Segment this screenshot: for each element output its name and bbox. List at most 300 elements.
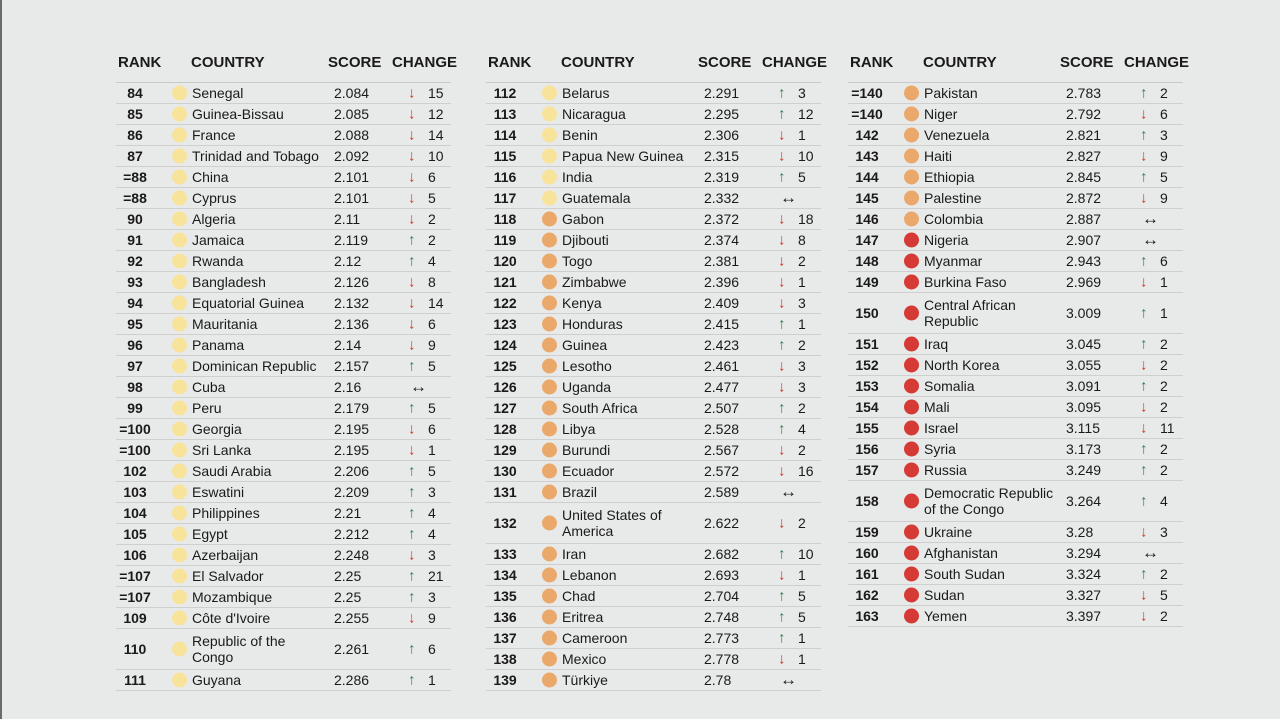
country-cell: Ecuador <box>562 463 615 479</box>
arrow-up-icon: ↑ <box>1140 126 1148 144</box>
table-row <box>116 209 451 230</box>
rank-cell: =88 <box>123 190 147 206</box>
table-row <box>116 146 451 167</box>
peace-level-dot-icon <box>542 254 557 269</box>
change-amount: 6 <box>1160 106 1168 122</box>
arrow-up-icon: ↑ <box>1140 252 1148 270</box>
arrow-up-icon: ↑ <box>408 567 416 585</box>
change-header: CHANGE <box>762 54 828 71</box>
peace-level-dot-icon <box>542 568 557 583</box>
table-row <box>116 83 451 104</box>
peace-level-dot-icon <box>172 673 187 688</box>
table-row <box>116 251 451 272</box>
change-amount: 14 <box>428 295 444 311</box>
change-amount: 5 <box>428 463 436 479</box>
peace-level-dot-icon <box>172 317 187 332</box>
peace-level-dot-icon <box>172 338 187 353</box>
change-amount: 9 <box>428 337 436 353</box>
score-cell: 2.101 <box>334 190 370 206</box>
score-cell: 2.943 <box>1066 253 1102 269</box>
table-row <box>486 565 821 586</box>
table-row <box>486 230 821 251</box>
country-cell: Georgia <box>192 421 242 437</box>
score-cell: 2.821 <box>1066 127 1102 143</box>
change-amount: 2 <box>1160 336 1168 352</box>
table-row <box>116 524 451 545</box>
country-cell: Ethiopia <box>924 169 975 185</box>
country-cell: Somalia <box>924 378 975 394</box>
rank-cell: 120 <box>493 253 517 269</box>
peace-level-dot-icon <box>172 464 187 479</box>
table-row <box>848 564 1183 585</box>
change-amount: 1 <box>798 567 806 583</box>
table-row <box>116 377 451 398</box>
peace-level-dot-icon <box>904 546 919 561</box>
score-cell: 2.748 <box>704 609 740 625</box>
arrow-up-icon: ↑ <box>408 231 416 249</box>
arrow-down-icon: ↓ <box>408 126 416 144</box>
change-amount: 3 <box>1160 127 1168 143</box>
change-amount: 1 <box>798 651 806 667</box>
table-row <box>486 503 821 544</box>
table-row <box>486 356 821 377</box>
change-amount: 21 <box>428 568 444 584</box>
change-amount: 1 <box>428 672 436 688</box>
change-amount: 2 <box>1160 608 1168 624</box>
arrow-down-icon: ↓ <box>408 168 416 186</box>
peace-level-dot-icon <box>542 443 557 458</box>
country-cell: Sri Lanka <box>192 442 252 458</box>
rank-cell: 84 <box>127 85 143 101</box>
change-amount: 8 <box>798 232 806 248</box>
rank-cell: 144 <box>855 169 879 185</box>
change-amount: 2 <box>1160 399 1168 415</box>
country-cell: Bangladesh <box>192 274 266 290</box>
arrow-up-icon: ↑ <box>408 671 416 689</box>
peace-level-dot-icon <box>904 442 919 457</box>
peace-level-dot-icon <box>172 642 187 657</box>
table-row <box>116 629 451 670</box>
arrow-down-icon: ↓ <box>778 210 786 228</box>
peace-level-dot-icon <box>172 422 187 437</box>
change-amount: 3 <box>798 295 806 311</box>
arrow-down-icon: ↓ <box>778 252 786 270</box>
country-cell: Yemen <box>924 608 968 624</box>
ranking-column-2 <box>486 48 828 691</box>
change-amount: 2 <box>1160 462 1168 478</box>
country-cell: France <box>192 127 236 143</box>
table-row <box>848 418 1183 439</box>
peace-level-dot-icon <box>172 401 187 416</box>
arrow-down-icon: ↓ <box>1140 356 1148 374</box>
peace-level-dot-icon <box>172 212 187 227</box>
country-cell: Uganda <box>562 379 612 395</box>
arrow-down-icon: ↓ <box>408 546 416 564</box>
rank-cell: 122 <box>493 295 517 311</box>
change-amount: 11 <box>1160 420 1175 436</box>
score-cell: 2.209 <box>334 484 370 500</box>
table-row <box>116 440 451 461</box>
table-row <box>486 649 821 670</box>
peace-level-dot-icon <box>542 589 557 604</box>
country-cell: Niger <box>924 106 958 122</box>
peace-level-dot-icon <box>904 494 919 509</box>
arrow-down-icon: ↓ <box>1140 586 1148 604</box>
arrow-up-icon: ↑ <box>408 504 416 522</box>
country-cell: Gabon <box>562 211 605 227</box>
rank-header: RANK <box>118 54 162 71</box>
country-cell: South Sudan <box>924 566 1005 582</box>
arrow-up-icon: ↑ <box>1140 461 1148 479</box>
arrow-down-icon: ↓ <box>778 462 786 480</box>
arrow-down-icon: ↓ <box>408 84 416 102</box>
table-row <box>116 314 451 335</box>
rank-cell: 127 <box>493 400 517 416</box>
table-row <box>116 545 451 566</box>
rank-cell: 139 <box>493 672 517 688</box>
table-row <box>116 482 451 503</box>
table-row <box>486 83 821 104</box>
country-cell: North Korea <box>924 357 1000 373</box>
arrow-up-icon: ↑ <box>778 168 786 186</box>
change-amount: 9 <box>428 610 436 626</box>
peace-level-dot-icon <box>542 338 557 353</box>
rank-cell: 149 <box>855 274 879 290</box>
rank-cell: 124 <box>493 337 517 353</box>
table-row <box>848 606 1183 627</box>
table-row <box>116 608 451 629</box>
country-cell: Guinea <box>562 337 608 353</box>
score-cell: 2.461 <box>704 358 740 374</box>
change-amount: 15 <box>428 85 444 101</box>
change-header: CHANGE <box>392 54 458 71</box>
score-cell: 3.095 <box>1066 399 1102 415</box>
country-cell: Cyprus <box>192 190 237 206</box>
country-cell: Lesotho <box>562 358 612 374</box>
country-cell: Republic of the Congo <box>192 633 286 665</box>
arrow-up-icon: ↑ <box>408 462 416 480</box>
country-cell: India <box>562 169 593 185</box>
country-cell: Togo <box>562 253 593 269</box>
score-cell: 2.248 <box>334 547 370 563</box>
table-row <box>486 398 821 419</box>
change-amount: 5 <box>798 588 806 604</box>
score-cell: 2.088 <box>334 127 370 143</box>
change-amount: 6 <box>1160 253 1168 269</box>
country-cell: Haiti <box>924 148 953 164</box>
change-amount: 5 <box>428 358 436 374</box>
rank-cell: 160 <box>855 545 879 561</box>
table-row <box>848 543 1183 564</box>
change-amount: 2 <box>428 211 436 227</box>
peace-level-dot-icon <box>542 485 557 500</box>
change-amount: 2 <box>1160 441 1168 457</box>
peace-level-dot-icon <box>172 359 187 374</box>
arrow-up-icon: ↑ <box>408 588 416 606</box>
change-amount: 1 <box>1160 305 1168 321</box>
country-cell: Iran <box>562 546 587 562</box>
change-amount: 9 <box>1160 190 1168 206</box>
arrow-up-icon: ↑ <box>778 105 786 123</box>
peace-level-dot-icon <box>172 443 187 458</box>
rank-cell: 163 <box>855 608 879 624</box>
country-cell: Burundi <box>562 442 611 458</box>
rank-cell: =140 <box>851 85 883 101</box>
change-amount: 14 <box>428 127 444 143</box>
table-row <box>486 314 821 335</box>
peace-level-dot-icon <box>542 610 557 625</box>
table-row <box>116 587 451 608</box>
score-cell: 2.409 <box>704 295 740 311</box>
no-change-icon: ↔ <box>780 188 797 207</box>
arrow-up-icon: ↑ <box>1140 335 1148 353</box>
score-cell: 2.423 <box>704 337 740 353</box>
arrow-up-icon: ↑ <box>408 357 416 375</box>
score-cell: 3.115 <box>1066 420 1100 436</box>
change-amount: 2 <box>798 253 806 269</box>
peace-level-dot-icon <box>542 422 557 437</box>
peace-level-dot-icon <box>172 548 187 563</box>
rank-cell: 118 <box>493 211 517 227</box>
change-amount: 1 <box>428 442 436 458</box>
country-cell: Rwanda <box>192 253 244 269</box>
score-cell: 3.324 <box>1066 566 1102 582</box>
country-cell: Eritrea <box>562 609 604 625</box>
score-cell: 3.091 <box>1066 378 1102 394</box>
peace-level-dot-icon <box>542 673 557 688</box>
country-cell: Chad <box>562 588 596 604</box>
change-amount: 6 <box>428 641 436 657</box>
arrow-up-icon: ↑ <box>778 84 786 102</box>
score-cell: 2.21 <box>334 505 362 521</box>
peace-level-dot-icon <box>172 611 187 626</box>
arrow-up-icon: ↑ <box>1140 304 1148 322</box>
change-amount: 3 <box>428 547 436 563</box>
score-cell: 3.327 <box>1066 587 1102 603</box>
score-cell: 2.773 <box>704 630 740 646</box>
score-cell: 2.682 <box>704 546 740 562</box>
rank-cell: 143 <box>855 148 879 164</box>
peace-level-dot-icon <box>904 212 919 227</box>
country-cell: Dominican Republic <box>192 358 317 374</box>
score-cell: 2.319 <box>704 169 740 185</box>
table-row <box>116 461 451 482</box>
arrow-down-icon: ↓ <box>408 420 416 438</box>
table-row <box>116 566 451 587</box>
table-row <box>116 230 451 251</box>
rank-cell: =107 <box>119 589 151 605</box>
table-row <box>486 628 821 649</box>
change-amount: 3 <box>798 85 806 101</box>
table-row <box>486 607 821 628</box>
rank-cell: 85 <box>127 106 143 122</box>
rank-cell: 92 <box>127 253 143 269</box>
peace-level-dot-icon <box>172 527 187 542</box>
rank-cell: 138 <box>493 651 517 667</box>
table-row <box>848 104 1183 125</box>
change-amount: 2 <box>1160 378 1168 394</box>
change-amount: 2 <box>798 400 806 416</box>
country-cell: Panama <box>192 337 245 353</box>
score-cell: 2.11 <box>334 211 361 227</box>
table-row <box>848 397 1183 418</box>
table-body <box>116 82 451 691</box>
change-amount: 3 <box>428 589 436 605</box>
score-cell: 2.396 <box>704 274 740 290</box>
peace-level-dot-icon <box>542 86 557 101</box>
table-header <box>116 48 458 82</box>
peace-level-dot-icon <box>172 569 187 584</box>
rank-cell: 104 <box>123 505 147 521</box>
peace-level-dot-icon <box>172 191 187 206</box>
rank-cell: 156 <box>855 441 879 457</box>
arrow-down-icon: ↓ <box>408 441 416 459</box>
score-cell: 2.306 <box>704 127 740 143</box>
country-cell: Israel <box>924 420 959 436</box>
rank-cell: 146 <box>855 211 879 227</box>
arrow-down-icon: ↓ <box>1140 523 1148 541</box>
peace-level-dot-icon <box>904 86 919 101</box>
peace-level-dot-icon <box>904 275 919 290</box>
table-row <box>486 335 821 356</box>
table-row <box>116 272 451 293</box>
country-cell: Palestine <box>924 190 982 206</box>
change-amount: 5 <box>798 609 806 625</box>
score-cell: 2.206 <box>334 463 370 479</box>
country-cell: Mauritania <box>192 316 258 332</box>
peace-level-dot-icon <box>542 652 557 667</box>
rank-cell: 162 <box>855 587 879 603</box>
arrow-up-icon: ↑ <box>1140 440 1148 458</box>
score-cell: 2.286 <box>334 672 370 688</box>
rank-cell: 132 <box>493 515 517 531</box>
peace-level-dot-icon <box>172 170 187 185</box>
score-cell: 2.792 <box>1066 106 1102 122</box>
arrow-down-icon: ↓ <box>778 566 786 584</box>
arrow-up-icon: ↑ <box>408 483 416 501</box>
rank-cell: =100 <box>119 421 151 437</box>
change-amount: 5 <box>1160 169 1168 185</box>
change-amount: 2 <box>1160 357 1168 373</box>
score-cell: 2.372 <box>704 211 740 227</box>
country-cell: Nigeria <box>924 232 969 248</box>
peace-level-dot-icon <box>542 149 557 164</box>
country-cell: Ukraine <box>924 524 973 540</box>
country-cell: Belarus <box>562 85 610 101</box>
arrow-up-icon: ↑ <box>778 336 786 354</box>
change-amount: 10 <box>428 148 444 164</box>
score-cell: 2.567 <box>704 442 740 458</box>
country-cell: Guyana <box>192 672 242 688</box>
arrow-down-icon: ↓ <box>778 514 786 532</box>
rank-cell: 135 <box>493 588 517 604</box>
country-cell: Pakistan <box>924 85 978 101</box>
peace-level-dot-icon <box>904 463 919 478</box>
change-amount: 4 <box>428 505 436 521</box>
score-cell: 3.294 <box>1066 545 1102 561</box>
score-cell: 3.055 <box>1066 357 1102 373</box>
rank-cell: 111 <box>124 672 146 688</box>
score-cell: 2.119 <box>334 232 368 248</box>
no-change-icon: ↔ <box>780 482 797 501</box>
table-body <box>486 82 821 691</box>
arrow-down-icon: ↓ <box>408 147 416 165</box>
score-cell: 2.589 <box>704 484 740 500</box>
table-row <box>848 293 1183 334</box>
score-cell: 2.132 <box>334 295 370 311</box>
rank-cell: 91 <box>127 232 143 248</box>
arrow-down-icon: ↓ <box>778 126 786 144</box>
change-amount: 10 <box>798 546 814 562</box>
peace-level-dot-icon <box>172 485 187 500</box>
rank-header: RANK <box>488 54 532 71</box>
rank-cell: 109 <box>123 610 147 626</box>
arrow-up-icon: ↑ <box>778 629 786 647</box>
rank-cell: 102 <box>123 463 147 479</box>
country-cell: Mozambique <box>192 589 273 605</box>
country-cell: Djibouti <box>562 232 609 248</box>
change-amount: 4 <box>428 526 436 542</box>
change-amount: 4 <box>798 421 806 437</box>
peace-level-dot-icon <box>172 107 187 122</box>
arrow-down-icon: ↓ <box>408 210 416 228</box>
peace-level-dot-icon <box>904 233 919 248</box>
arrow-up-icon: ↑ <box>1140 84 1148 102</box>
country-cell: Türkiye <box>562 672 608 688</box>
rank-cell: 86 <box>127 127 143 143</box>
arrow-down-icon: ↓ <box>408 336 416 354</box>
peace-level-dot-icon <box>904 358 919 373</box>
arrow-down-icon: ↓ <box>1140 105 1148 123</box>
arrow-up-icon: ↑ <box>408 640 416 658</box>
score-cell: 2.827 <box>1066 148 1102 164</box>
rank-cell: 158 <box>855 493 879 509</box>
peace-level-dot-icon <box>542 275 557 290</box>
rank-cell: 155 <box>855 420 879 436</box>
rank-cell: 114 <box>493 127 517 143</box>
score-cell: 3.264 <box>1066 493 1102 509</box>
country-header: COUNTRY <box>191 54 265 71</box>
table-row <box>486 586 821 607</box>
rank-cell: 142 <box>855 127 879 143</box>
country-cell: Nicaragua <box>562 106 626 122</box>
score-cell: 2.295 <box>704 106 740 122</box>
score-cell: 2.092 <box>334 148 370 164</box>
peace-level-dot-icon <box>542 380 557 395</box>
rank-cell: 105 <box>123 526 147 542</box>
change-amount: 2 <box>798 337 806 353</box>
rank-cell: 116 <box>493 169 517 185</box>
table-row <box>486 167 821 188</box>
peace-level-dot-icon <box>542 170 557 185</box>
table-row <box>848 355 1183 376</box>
change-amount: 1 <box>798 316 806 332</box>
change-header: CHANGE <box>1124 54 1190 71</box>
rank-cell: 136 <box>493 609 517 625</box>
page-border <box>0 0 2 719</box>
score-cell: 2.704 <box>704 588 740 604</box>
table-row <box>848 376 1183 397</box>
peace-level-dot-icon <box>904 254 919 269</box>
no-change-icon: ↔ <box>1142 209 1159 228</box>
country-cell: Afghanistan <box>924 545 998 561</box>
change-amount: 3 <box>428 484 436 500</box>
score-cell: 2.381 <box>704 253 740 269</box>
country-cell: Libya <box>562 421 596 437</box>
change-amount: 2 <box>1160 566 1168 582</box>
peace-level-dot-icon <box>904 306 919 321</box>
table-row <box>116 167 451 188</box>
